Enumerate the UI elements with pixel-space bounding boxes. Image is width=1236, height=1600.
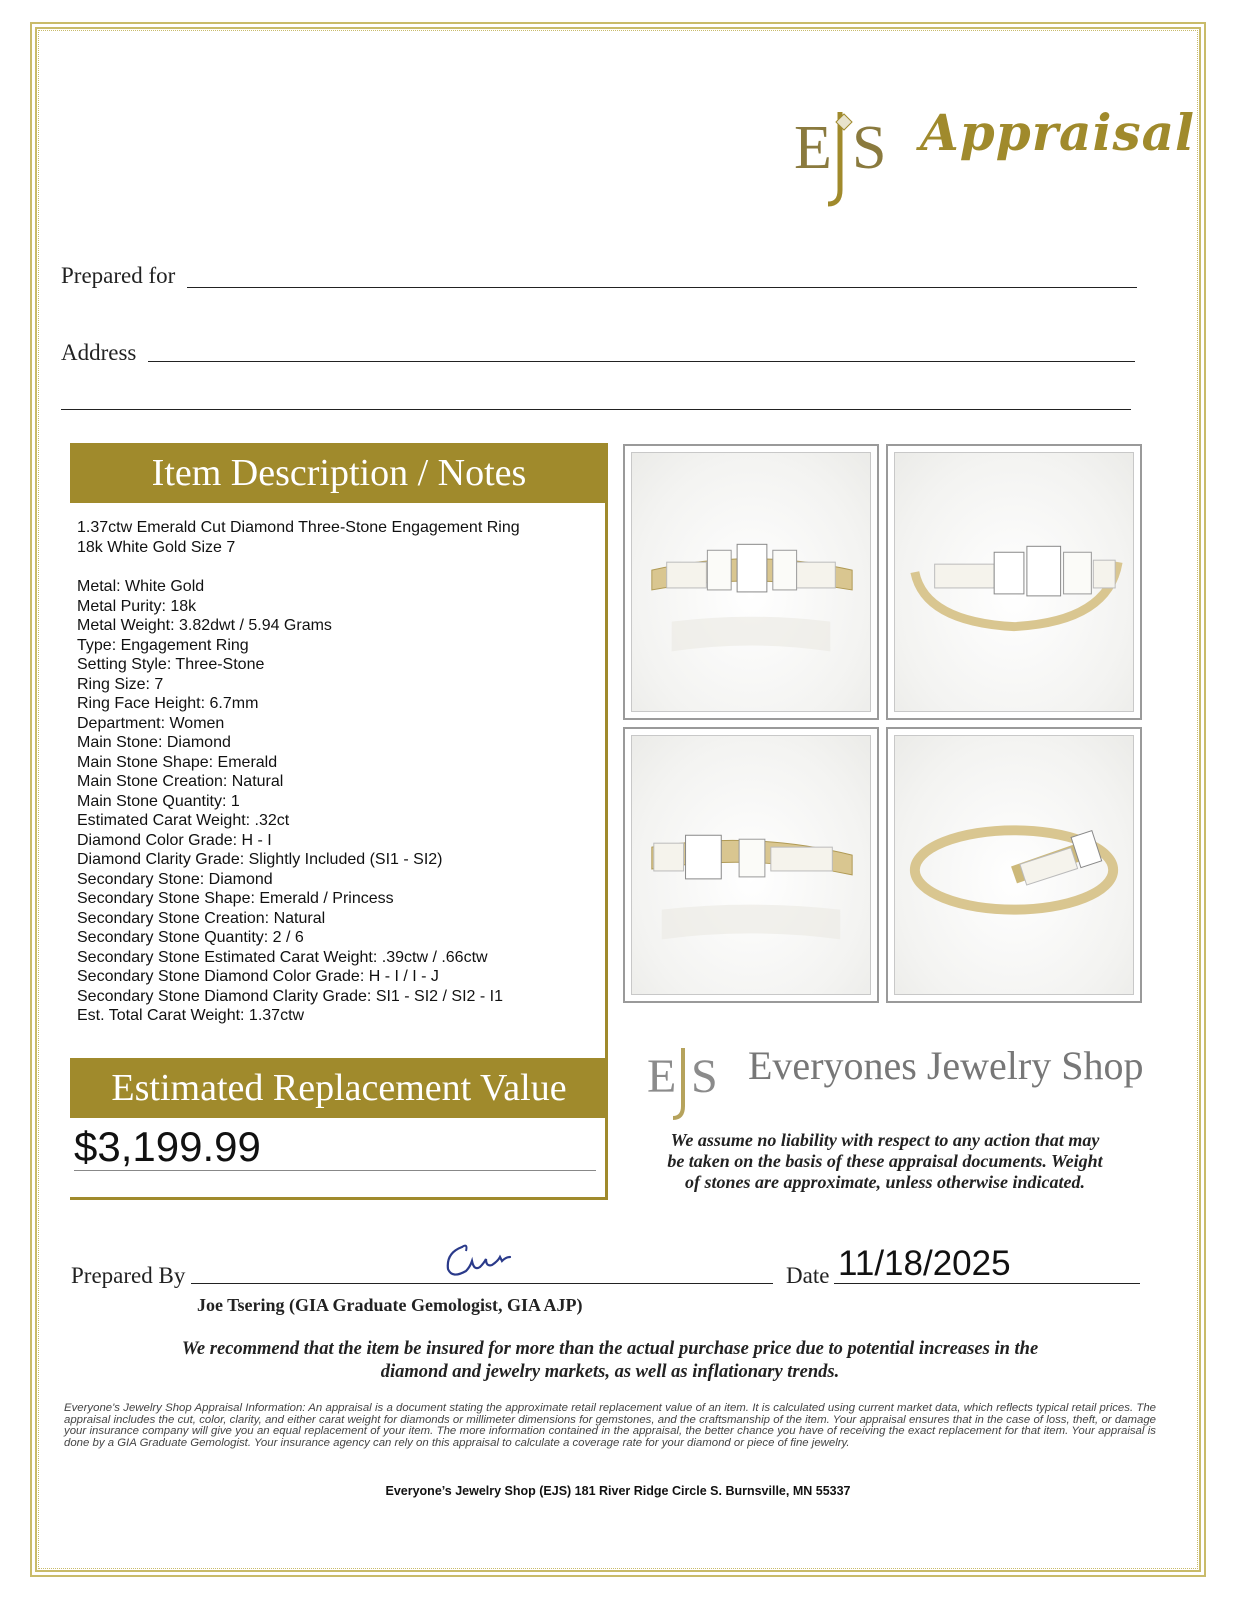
price-underline: [74, 1170, 596, 1171]
spec-item: Metal Weight: 3.82dwt / 5.94 Grams: [77, 617, 332, 634]
spec-item: Secondary Stone Creation: Natural: [77, 909, 326, 927]
liability-line: be taken on the basis of these appraisal documents. Weight: [667, 1151, 1103, 1171]
svg-text:E: E: [647, 1050, 677, 1103]
spec-item: Secondary Stone Shape: Emerald / Princess: [77, 890, 394, 907]
ring-front-image: [632, 453, 870, 711]
spec-item: Main Stone Shape: Emerald: [77, 753, 278, 771]
shop-name: Everyones Jewelry Shop: [748, 1043, 1144, 1088]
item-title-line-2: 18k White Gold Size 7: [77, 539, 236, 556]
replacement-value: $3,199.99: [74, 1123, 261, 1170]
spec-list: [77, 577, 602, 1026]
item-description-heading: Item Description / Notes: [70, 443, 608, 503]
insurance-line: We recommend that the item be insured for more than the actual purchase price due to potential increases in the: [181, 1339, 1039, 1359]
spec-item: Diamond Clarity Grade: Slightly Included (SI1 - SI2): [77, 851, 443, 868]
spec-item: Main Stone Creation: Natural: [77, 773, 284, 790]
svg-text:S: S: [691, 1050, 718, 1103]
ring-front-photo: [623, 444, 879, 720]
spec-item: Secondary Stone Estimated Carat Weight: .39ctw / .66ctw: [77, 948, 488, 966]
insurance-line: diamond and jewelry markets, as well as inflationary trends.: [380, 1362, 840, 1382]
liability-line: We assume no liability with respect to any action that may: [670, 1130, 1100, 1150]
spec-item: Diamond Color Grade: H - I: [77, 831, 272, 849]
address-line-2[interactable]: [61, 409, 1131, 410]
appraisal-fine-print: Everyone's Jewelry Shop Appraisal Information: An appraisal is a document stating the approximate retail replacement value of an item. It is calculated using current market data, which reflects typical retail prices. The appraisal includes the cut, color, clarity, and either carat weight for diamonds or millimeter dimensions for gemstones, and the craftsmanship of the item. Your appraisal ensures that in the case of loss, theft, or damage your insurance company will give you an equal replacement of your item. The more information contained in the appraisal, the better chance you have of receiving the exact replacement for that item. Your appraisal is done by a GIA Graduate Gemologist. Your insurance agency can rely on this appraisal to calculate a coverage rate for your diamond or piece of fine jewelry.: [64, 1402, 1156, 1449]
spec-item: Secondary Stone Quantity: 2 / 6: [77, 929, 304, 946]
spec-item: Ring Size: 7: [77, 675, 164, 693]
spec-item: Estimated Carat Weight: .32ct: [77, 812, 290, 829]
footer-address: Everyone’s Jewelry Shop (EJS) 181 River Ridge Circle S. Burnsville, MN 55337: [385, 1484, 851, 1498]
ejs-monogram-icon: [792, 100, 892, 210]
prepared-by-line[interactable]: [191, 1283, 773, 1284]
svg-text:S: S: [852, 114, 887, 182]
item-title: [77, 518, 597, 558]
date-label: Date: [786, 1263, 830, 1288]
ring-angle-right-image: [632, 736, 870, 994]
insurance-recommendation: [110, 1338, 1110, 1384]
handwritten-signature-icon: [440, 1237, 520, 1283]
ring-angle-right-photo: [623, 727, 879, 1003]
preparer-name: Joe Tsering (GIA Graduate Gemologist, GIA AJP): [197, 1295, 583, 1315]
date-value: 11/18/2025: [838, 1244, 1011, 1283]
spec-item: Setting Style: Three-Stone: [77, 656, 265, 673]
svg-text:E: E: [794, 114, 832, 182]
spec-item: Secondary Stone Diamond Clarity Grade: SI1 - SI2 / SI2 - I1: [77, 987, 503, 1005]
ring-side-image: [895, 736, 1133, 994]
spec-item: Metal Purity: 18k: [77, 597, 197, 615]
spec-item: Secondary Stone Diamond Color Grade: H - I / I - J: [77, 968, 439, 985]
ejs-monogram-icon: [645, 1040, 725, 1122]
spec-item: Main Stone: Diamond: [77, 734, 231, 751]
prepared-for-line[interactable]: [187, 287, 1137, 288]
appraisal-title: Appraisal: [920, 103, 1195, 162]
liability-disclaimer: [620, 1130, 1150, 1193]
spec-item: Type: Engagement Ring: [77, 636, 249, 654]
spec-item: Main Stone Quantity: 1: [77, 792, 240, 810]
ring-angle-left-photo: [886, 444, 1142, 720]
ring-angle-left-image: [895, 453, 1133, 711]
item-title-line-1: 1.37ctw Emerald Cut Diamond Three-Stone Engagement Ring: [77, 519, 520, 536]
spec-item: Metal: White Gold: [77, 578, 205, 595]
liability-line: of stones are approximate, unless otherwise indicated.: [684, 1172, 1086, 1192]
spec-item: Department: Women: [77, 714, 225, 732]
spec-item: Ring Face Height: 6.7mm: [77, 695, 259, 712]
address-label: Address: [61, 340, 137, 365]
prepared-for-label: Prepared for: [61, 263, 176, 288]
date-line[interactable]: [834, 1283, 1140, 1284]
address-line-1[interactable]: [148, 361, 1135, 362]
spec-item: Secondary Stone: Diamond: [77, 870, 273, 888]
spec-item: Est. Total Carat Weight: 1.37ctw: [77, 1007, 305, 1024]
ring-side-photo: [886, 727, 1142, 1003]
prepared-by-label: Prepared By: [71, 1263, 186, 1288]
replacement-value-heading: Estimated Replacement Value: [70, 1058, 608, 1118]
